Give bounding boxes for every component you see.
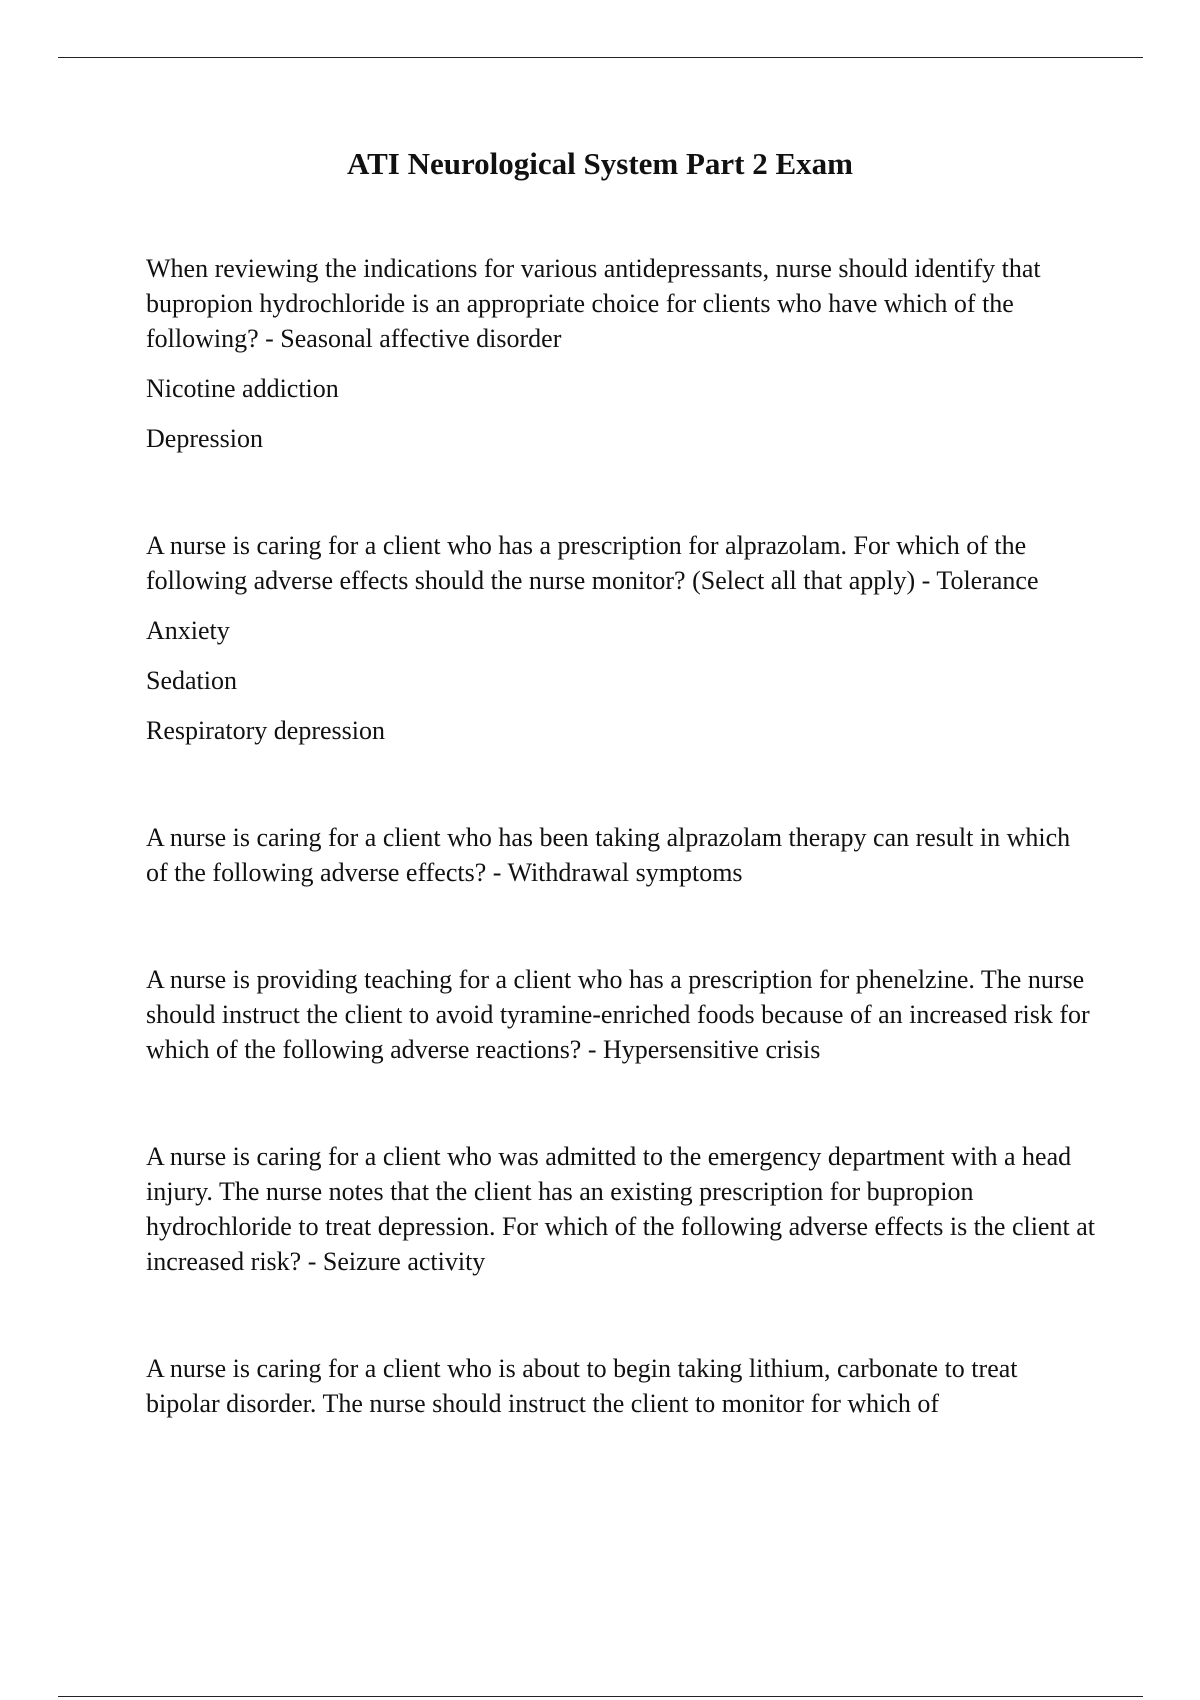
spacer [146,1279,1096,1351]
question-text: A nurse is caring for a client who has a prescription for alprazolam. For which of the following adverse effects should the nurse monitor? (Select all that apply) - Tolerance [146,531,1039,595]
question-block [146,1139,1096,1279]
spacer [146,890,1096,962]
answer-option: Respiratory depression [146,716,386,745]
question-text: A nurse is providing teaching for a client who has a prescription for phenelzine. The nurse should instruct the client to avoid tyramine-enriched foods because of an increased risk for which of the following adverse reactions? - Hypersensitive crisis [146,965,1090,1064]
question-text: When reviewing the indications for various antidepressants, nurse should identify that bupropion hydrochloride is an appropriate choice for clients who have which of the following? - Seasonal affective disorder [146,254,1041,353]
page-top-rule [58,57,1143,58]
question-text: A nurse is caring for a client who was admitted to the emergency department with a head injury. The nurse notes that the client has an existing prescription for bupropion hydrochloride to treat depression. For which of the following adverse effects is the client at increased risk? - Seizure activity [146,1142,1095,1276]
question-block [146,251,1096,456]
question-block [146,528,1096,748]
spacer [146,456,1096,528]
document-body [146,251,1096,1421]
document-title: ATI Neurological System Part 2 Exam [347,146,853,181]
answer-option: Depression [146,424,263,453]
answer-option: Sedation [146,666,237,695]
answer-option: Anxiety [146,616,230,645]
question-text: A nurse is caring for a client who is about to begin taking lithium, carbonate to treat bipolar disorder. The nurse should instruct the client to monitor for which of [146,1354,1018,1418]
page-bottom-rule [58,1696,1143,1697]
question-text: A nurse is caring for a client who has been taking alprazolam therapy can result in which of the following adverse effects? - Withdrawal symptoms [146,823,1071,887]
spacer [146,1067,1096,1139]
question-block [146,1351,1096,1421]
question-block [146,820,1096,890]
question-block [146,962,1096,1067]
answer-option: Nicotine addiction [146,374,339,403]
spacer [146,748,1096,820]
